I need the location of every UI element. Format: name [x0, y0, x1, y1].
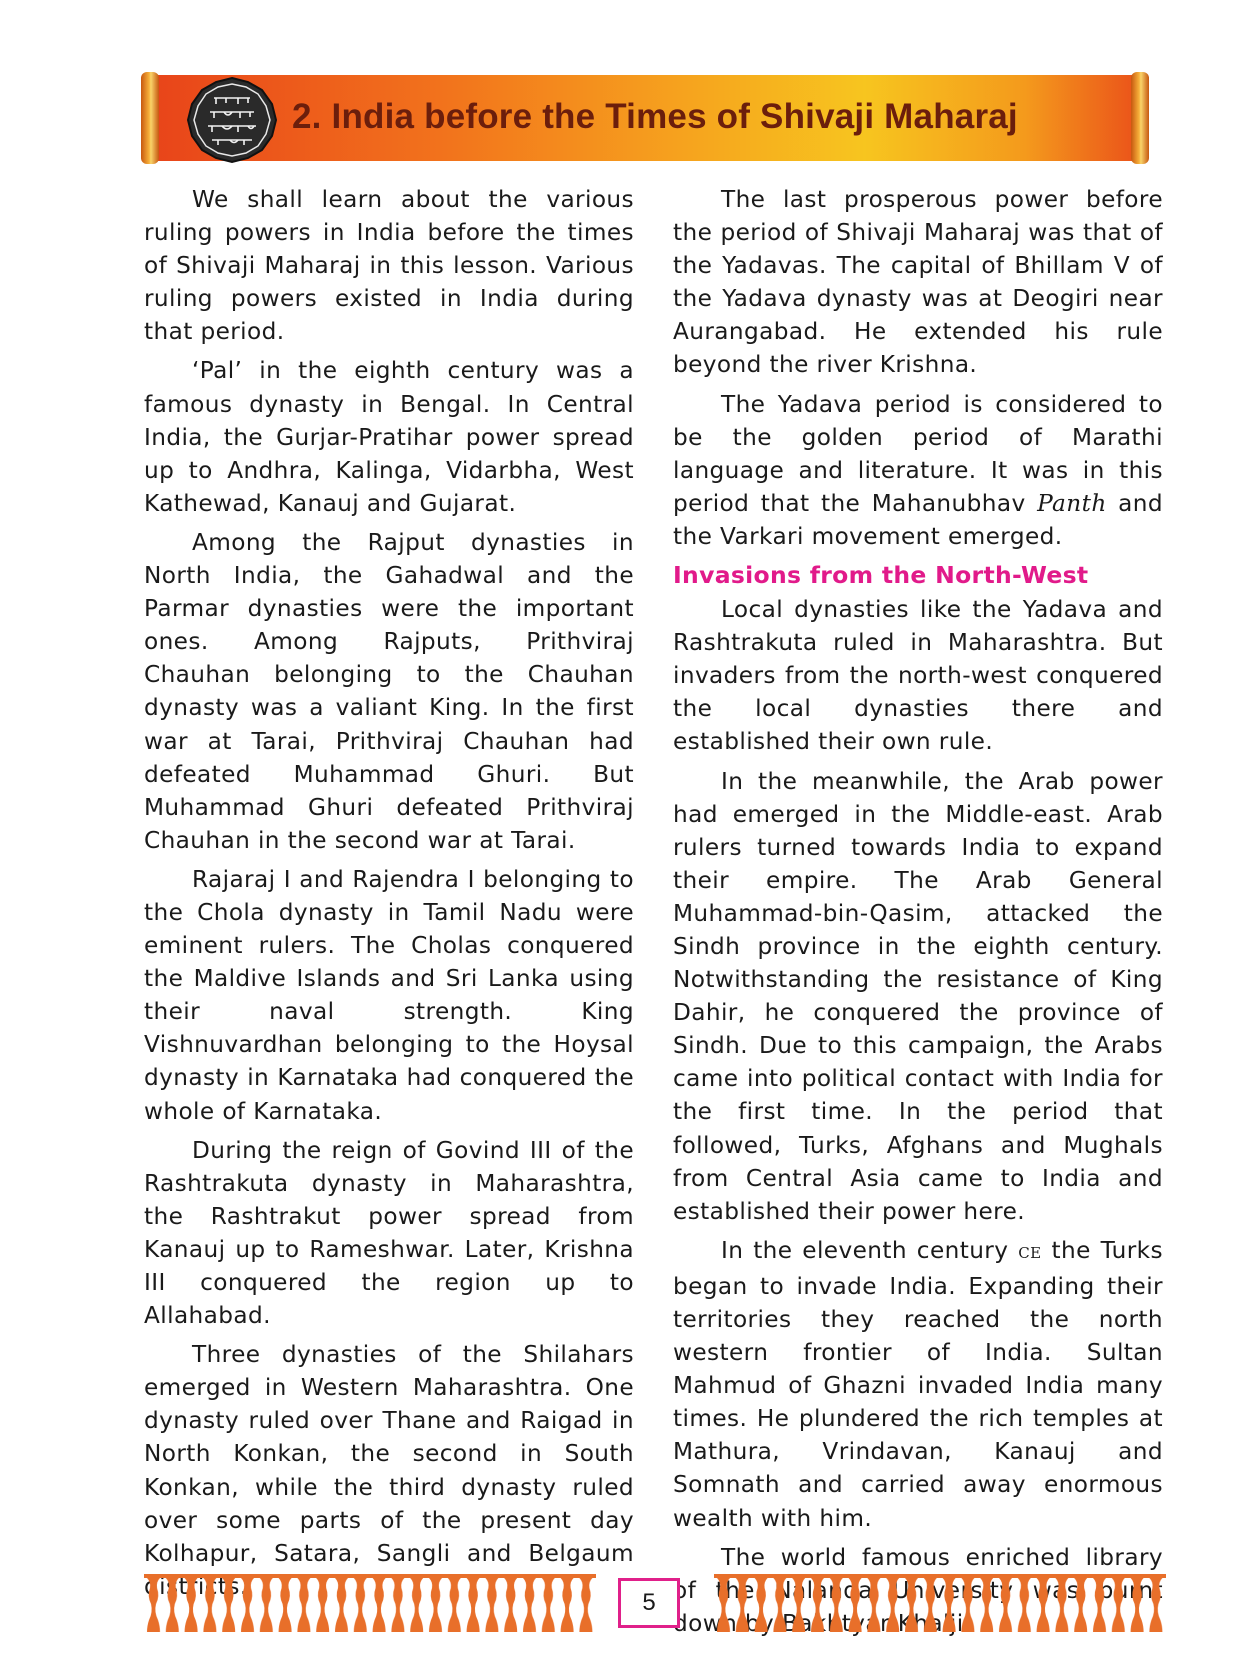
paragraph: Local dynasties like the Yadava and Rashtrakuta ruled in Maharashtra. But invaders from the north-west conquered the local dynasties there and established their own rule. — [673, 596, 1163, 756]
paragraph: ‘Pal’ in the eighth century was a famous dynasty in Bengal. In Central India, the Gurjar-Pratihar power spread up to Andhra, Kalinga, Vidarbha, West Kathewad, Kanauj and Gujarat. — [144, 357, 634, 517]
text-run: The Yadava period is considered to be the golden period of Marathi language and literature. It was in this period that the Mahanubhav — [673, 390, 1163, 517]
section-heading: Invasions from the North-West — [673, 561, 1089, 590]
paragraph: Rajaraj I and Rajendra I belonging to the Chola dynasty in Tamil Nadu were eminent rulers. The Cholas conquered the Maldive Islands and Sri Lanka using their naval strength. King Vishnuvardhan belonging to the Hoysal dynasty in Karnataka had conquered the whole of Karnataka. — [144, 865, 634, 1125]
paragraph: We shall learn about the various ruling powers in India before the times of Shivaji Maharaj in this lesson. Various ruling powers existed in India during that period. — [144, 186, 634, 346]
paragraph: The world famous enriched library of down — [673, 1543, 1163, 1637]
right-column — [673, 183, 1163, 1646]
banner-right-roll — [1131, 72, 1149, 164]
paragraph: During the reign of Govind III of the Rashtrakuta dynasty in Maharashtra, the Rashtrakut power spread from Kanauj up to Rameshwar. Later, Krishna III conquered the region up to Allahabad. — [144, 1136, 634, 1330]
chapter-title: 2. India before the Times of Shivaji Maharaj — [292, 97, 1018, 136]
paragraph: Among the Rajput dynasties in North India, the Gahadwal and the Parmar dynasties were the important ones. Among Rajputs, Prithviraj Chauhan belonging to the Chauhan dynasty was a valiant King. In the first war at Tarai, Prithviraj Chauhan had defeated Muhammad Ghuri. But Muhammad Ghuri defeated Prithviraj Chauhan in the second war at Tarai. — [144, 528, 634, 854]
page-number: 5 — [618, 1578, 680, 1628]
banner-left-roll — [141, 72, 159, 164]
paragraph: The last prosperous power before the period of Shivaji Maharaj was that of the Yadavas. The capital of Bhillam V of the Yadava dynasty was at Deogiri near Aurangabad. He extended his rule beyond the river Krishna. — [673, 186, 1163, 379]
italic-term: Panth — [1037, 489, 1107, 517]
text-run: In the eleventh century — [721, 1236, 1019, 1264]
paragraph — [673, 388, 1163, 553]
text-run: the Turks began to invade India. Expanding their territories they reached the north western frontier of India. Sultan Mahmud of Ghazni invaded India many times. He plundered the rich temples at Mathura, Vrindavan, Kanauj and Somnath and carried away enormous wealth with him. — [673, 1236, 1163, 1532]
text-run: and the Varkari movement emerged. — [673, 489, 1163, 550]
paragraph: Three dynasties of the Shilahars emerged in Western Maharashtra. One dynasty ruled over Thane and Raigad in North Konkan, the second in South Konkan, while the third dynasty ruled over some parts of the present day Kolhapur, Satara, Sangli and Belgaum — [144, 1341, 634, 1567]
paragraph — [673, 1234, 1163, 1535]
era-abbreviation: CE — [1018, 1243, 1042, 1262]
footer-fence-left — [144, 1574, 596, 1632]
paragraph: In the meanwhile, the Arab power had emerged in the Middle-east. Arab rulers turned towards India to expand their empire. The Arab General Muhammad-bin-Qasim, attacked the Sindh province in the eighth century. Notwithstanding the resistance of King Dahir, he conquered the province of Sindh. Due to this campaign, the Arabs came into political contact with India for the first time. In the period that followed, Turks, Afghans and Mughals from Central Asia came to India and established their power here. — [673, 767, 1163, 1225]
royal-seal-icon — [186, 76, 278, 164]
left-column — [144, 183, 634, 1609]
footer-fence-right — [714, 1574, 1166, 1632]
